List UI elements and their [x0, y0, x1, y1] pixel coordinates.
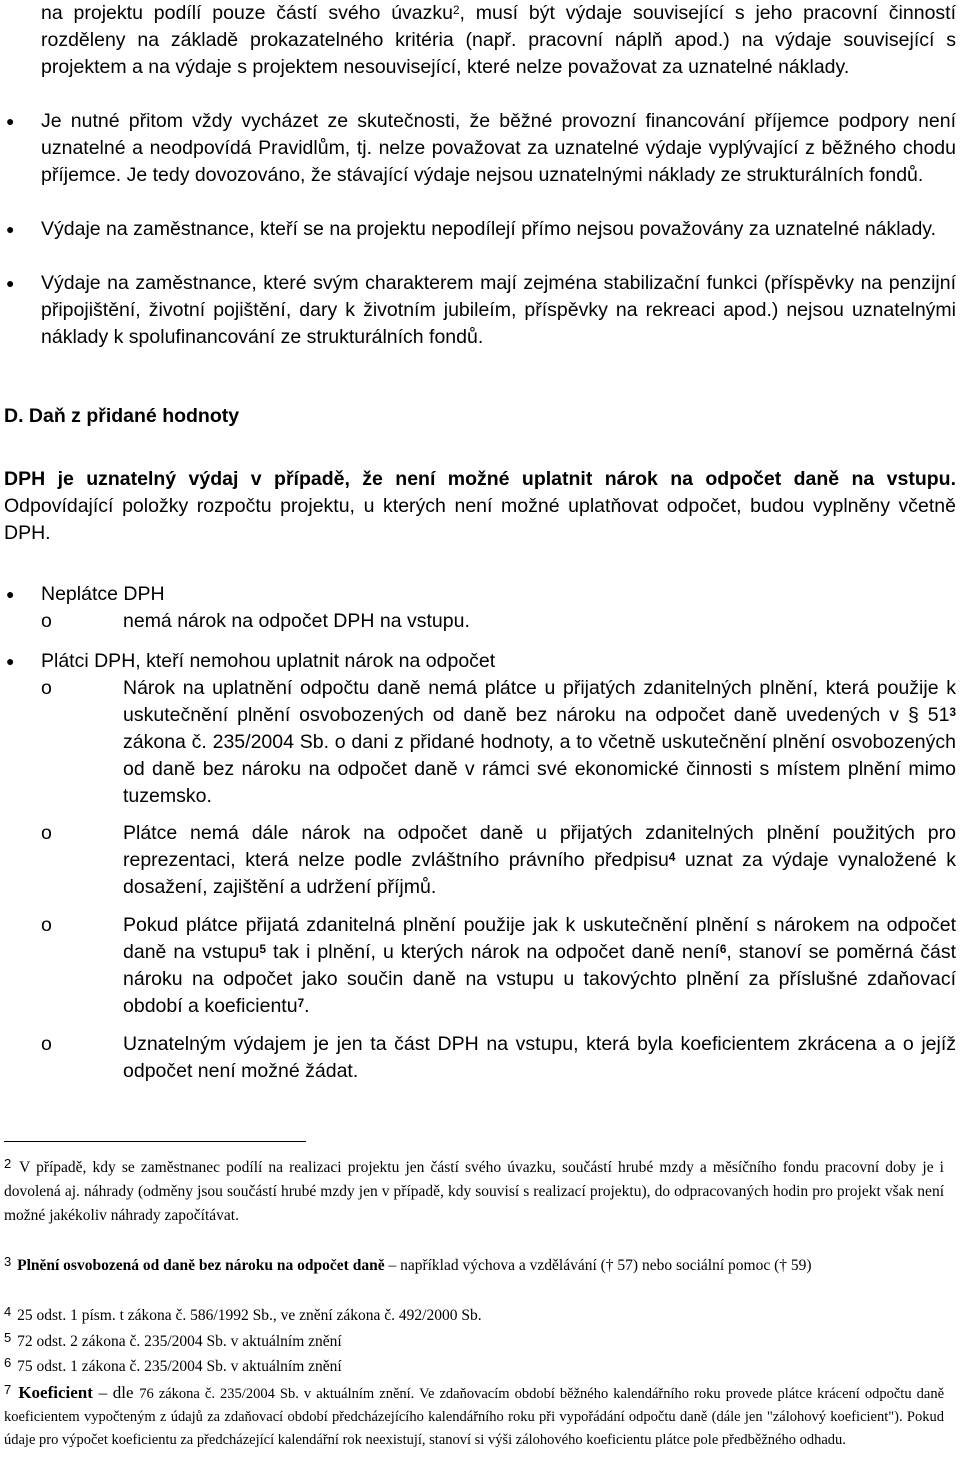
footnote-text: 72 odst. 2 zákona č. 235/2004 Sb. v aktuálním znění	[17, 1333, 342, 1350]
footnote-dle: – dle	[92, 1383, 140, 1402]
footnote-text: V případě, kdy se zaměstnanec podílí na realizaci projektu jen částí svého úvazku, součástí hrubé mzdy a měsíčního fondu pracovní doby je i dovolená aj. náhrady (odměny jsou součástí hrubé mzdy jen v případě, kdy souvisí s realizací projektu), do odpracovaných hodin pro projekt však není možné jakékoliv náhrady započítávat.	[4, 1159, 944, 1224]
sub-item	[41, 608, 956, 635]
footnote-number: 6	[4, 1355, 12, 1370]
intro-paragraph	[41, 0, 956, 81]
sub-text-a: Pokud plátce přijatá zdanitelná plnění použije jak k uskutečnění plnění s nárokem na odpočet daně na vstupu	[123, 914, 956, 963]
footnote-5	[4, 1330, 944, 1354]
sub-item-text	[123, 912, 956, 1020]
intro-text-a: na projektu podílí pouze částí svého úvazku	[41, 2, 453, 24]
sub-text-a: Plátce nemá dále nárok na odpočet daně u přijatých zdanitelných plnění použitých pro reprezentaci, která nelze podle zvláštního právního předpisu	[123, 822, 956, 871]
sub-item-text	[123, 820, 956, 901]
sub-text-b: tak i plnění, u kterých nárok na odpočet daně není	[266, 941, 720, 963]
footnote-text: 75 odst. 1 zákona č. 235/2004 Sb. v aktuálním znění	[17, 1358, 342, 1375]
bullet-title: Neplátce DPH	[41, 583, 165, 605]
sub-text-a: Nárok na uplatnění odpočtu daně nemá plátce u přijatých zdanitelných plnění, která použije k uskutečnění plnění osvobozených od daně bez nároku na odpočet daně uvedených v § 51	[123, 677, 956, 726]
sub-bullet-icon: o	[41, 1033, 52, 1055]
sub-text-b: zákona č. 235/2004 Sb. o dani z přidané hodnoty, a to včetně uskutečnění plnění osvobozených od daně bez nároku na odpočet daně v rámci své ekonomické činnosti s místem plnění mimo tuzemsko.	[123, 731, 956, 807]
bullet-neplatce	[6, 581, 956, 608]
sub-text-d: .	[304, 995, 310, 1017]
footnote-number: 4	[4, 1304, 12, 1319]
footnote-text: 76 zákona č. 235/2004 Sb. v aktuálním znění. Ve zdaňovacím období běžného kalendářního roku provede plátce krácení odpočtu daně koeficientem vypočteným z údajů za zdaňovací období předcházejícího kalendářního roku při vypořádání odpočtu daně (dále jen "zálohový koeficient"). Pokud údaje pro výpočet koeficientu za předcházející kalendářní rok neexistují, stanoví si výši zálohového koeficientu plátce pole předběžného odhadu.	[4, 1386, 945, 1448]
bullet-icon: ●	[6, 653, 15, 669]
sub-text-c: , stanoví se poměrná část nároku na odpočet jako součin daně na vstupu u takovýchto plnění za příslušné zdaňovací období a koeficientu	[123, 941, 956, 1017]
footnote-ref-4: 4	[668, 851, 676, 865]
footnote-text: 25 odst. 1 písm. t zákona č. 586/1992 Sb., ve znění zákona č. 492/2000 Sb.	[17, 1307, 482, 1324]
bullet-title: Plátci DPH, kteří nemohou uplatnit nárok na odpočet	[41, 650, 496, 672]
sub-bullet-icon: o	[41, 610, 52, 632]
footnote-number: 5	[4, 1330, 12, 1345]
bullet-item-2	[6, 216, 956, 243]
bullet-item-1	[6, 108, 956, 189]
footnote-number: 2	[4, 1156, 12, 1171]
bullet-icon: ●	[6, 221, 15, 237]
sub-item-text	[123, 675, 956, 810]
footnote-number: 3	[4, 1254, 12, 1269]
bullet-text: Výdaje na zaměstnance, kteří se na projektu nepodílejí přímo nejsou považovány za uznatelné náklady.	[41, 218, 937, 240]
footnote-number: 7	[4, 1382, 12, 1397]
sub-item-text: Uznatelným výdajem je jen ta část DPH na vstupu, která byla koeficientem zkrácena a o jejíž odpočet není možné žádat.	[123, 1033, 956, 1082]
footnote-6	[4, 1355, 944, 1379]
footnote-7	[4, 1381, 944, 1452]
sub-item	[41, 912, 956, 1020]
sub-item	[41, 675, 956, 810]
sub-bullet-icon: o	[41, 822, 52, 844]
section-d-paragraph	[4, 466, 956, 547]
section-d-text: Odpovídající položky rozpočtu projektu, u kterých není možné uplatňovat odpočet, budou vyplněny včetně DPH.	[4, 495, 956, 544]
footnote-bold-text: Koeficient	[18, 1383, 93, 1402]
sub-item	[41, 820, 956, 901]
footnote-separator	[4, 1141, 306, 1142]
footnote-3	[4, 1254, 944, 1278]
footnote-ref-6: 6	[719, 943, 727, 957]
footnote-ref-7: 7	[297, 997, 305, 1011]
sub-item-text: nemá nárok na odpočet DPH na vstupu.	[123, 610, 470, 632]
bullet-icon: ●	[6, 586, 15, 602]
bullet-icon: ●	[6, 275, 15, 291]
footnote-text: – například výchova a vzdělávání († 57) nebo sociální pomoc († 59)	[384, 1257, 812, 1274]
bullet-icon: ●	[6, 113, 15, 129]
section-heading: D. Daň z přidané hodnoty	[4, 405, 240, 427]
footnote-2	[4, 1156, 944, 1228]
section-d-bold-text: DPH je uznatelný výdaj v případě, že není možné uplatnit nárok na odpočet daně na vstupu.	[4, 468, 956, 490]
footnote-bold-text: Plnění osvobozená od daně bez nároku na odpočet daně	[17, 1257, 385, 1274]
footnote-ref-3: 3	[949, 706, 956, 720]
sub-item	[41, 1031, 956, 1085]
sub-bullet-icon: o	[41, 914, 52, 936]
sub-text-b: uznat za výdaje vynaložené k dosažení, zajištění a udržení příjmů.	[123, 849, 956, 898]
footnote-ref-2: 2	[453, 4, 460, 18]
footnote-4	[4, 1304, 944, 1328]
footnote-ref-5: 5	[259, 943, 267, 957]
bullet-text: Výdaje na zaměstnance, které svým charakterem mají zejména stabilizační funkci (příspěvky na penzijní připojištění, životní pojištění, dary k životním jubileím, příspěvky na rekreaci apod.) nejsou uznatelnými náklady k spolufinancování ze strukturálních fondů.	[41, 272, 956, 348]
sub-bullet-icon: o	[41, 677, 52, 699]
bullet-platci	[6, 648, 956, 675]
intro-text-b: , musí být výdaje související s jeho pracovní činností rozděleny na základě prokazatelného kritéria (např. pracovní náplň apod.) na výdaje související s projektem a na výdaje s projektem nesouvisející, které nelze považovat za uznatelné náklady.	[41, 2, 957, 78]
bullet-text: Je nutné přitom vždy vycházet ze skutečnosti, že běžné provozní financování příjemce podpory není uznatelné a neodpovídá Pravidlům, tj. nelze považovat za uznatelné výdaje vyplývající z běžného chodu příjemce. Je tedy dovozováno, že stávající výdaje nejsou uznatelnými náklady ze strukturálních fondů.	[41, 110, 956, 186]
bullet-item-3	[6, 270, 956, 351]
